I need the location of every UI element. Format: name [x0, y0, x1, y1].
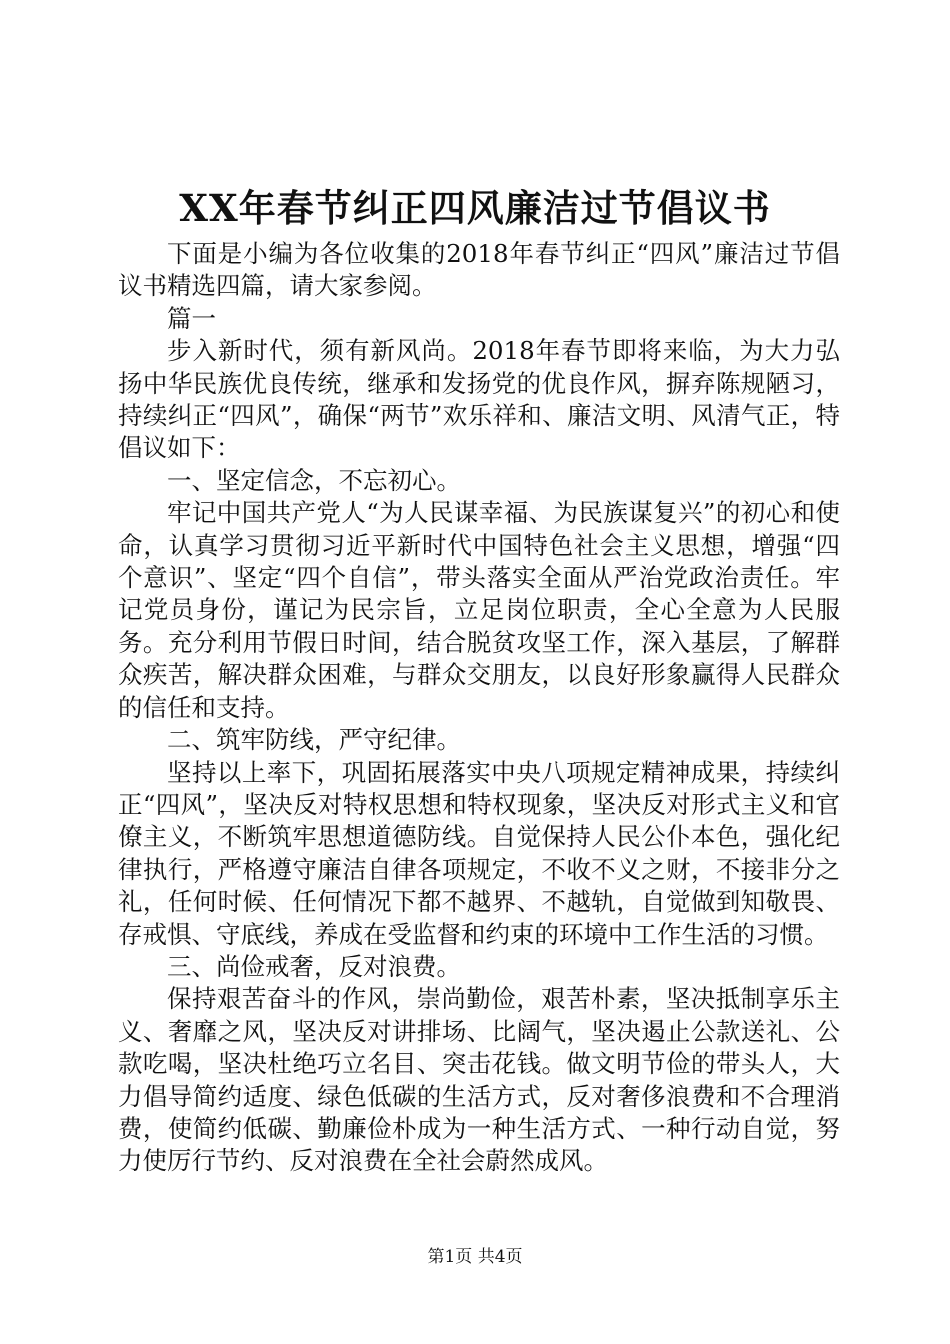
body-paragraph: 保持艰苦奋斗的作风，崇尚勤俭，艰苦朴素，坚决抵制享乐主义、奢靡之风，坚决反对讲排场、比阔气，坚决遏止公款送礼、公款吃喝，坚决杜绝巧立名目、突击花钱。做文明节俭的带头人，大力倡导简约适度、绿色低碳的生活方式，反对奢侈浪费和不合理消费，使简约低碳、勤廉俭朴成为一种生活方式、一种行动自觉，努力使厉行节约、反对浪费在全社会蔚然成风。 — [118, 984, 840, 1176]
body-paragraph: 步入新时代，须有新风尚。2018年春节即将来临，为大力弘扬中华民族优良传统，继承和发扬党的优良作风，摒弃陈规陋习，持续纠正“四风”，确保“两节”欢乐祥和、廉洁文明、风清气正，特倡议如下： — [118, 336, 840, 463]
intro-paragraph: 下面是小编为各位收集的2018年春节纠正“四风”廉洁过节倡议书精选四篇，请大家参阅。 — [118, 239, 840, 301]
page-footer: 第1页 共4页 — [427, 1247, 523, 1267]
body-paragraph: 坚持以上率下，巩固拓展落实中央八项规定精神成果，持续纠正“四风”，坚决反对特权思想和特权现象，坚决反对形式主义和官僚主义，不断筑牢思想道德防线。自觉保持人民公仆本色，强化纪律执行，严格遵守廉洁自律各项规定，不收不义之财，不接非分之礼，任何时候、任何情况下都不越界、不越轨，自觉做到知敬畏、存戒惧、守底线，养成在受监督和约束的环境中工作生活的习惯。 — [118, 757, 840, 949]
section-heading: 三、尚俭戒奢，反对浪费。 — [167, 951, 461, 981]
section-label: 篇一 — [167, 303, 216, 333]
body-paragraph: 牢记中国共产党人“为人民谋幸福、为民族谋复兴”的初心和使命，认真学习贯彻习近平新时代中国特色社会主义思想，增强“四个意识”、坚定“四个自信”，带头落实全面从严治党政治责任。牢记党员身份，谨记为民宗旨，立足岗位职责，全心全意为人民服务。充分利用节假日时间，结合脱贫攻坚工作，深入基层，了解群众疾苦，解决群众困难，与群众交朋友，以良好形象赢得人民群众的信任和支持。 — [118, 498, 840, 722]
section-heading: 二、筑牢防线，严守纪律。 — [167, 725, 461, 755]
document-body — [118, 238, 840, 1178]
document-title: XX年春节纠正四风廉洁过节倡议书 — [179, 186, 771, 230]
section-heading: 一、坚定信念，不忘初心。 — [167, 465, 461, 495]
